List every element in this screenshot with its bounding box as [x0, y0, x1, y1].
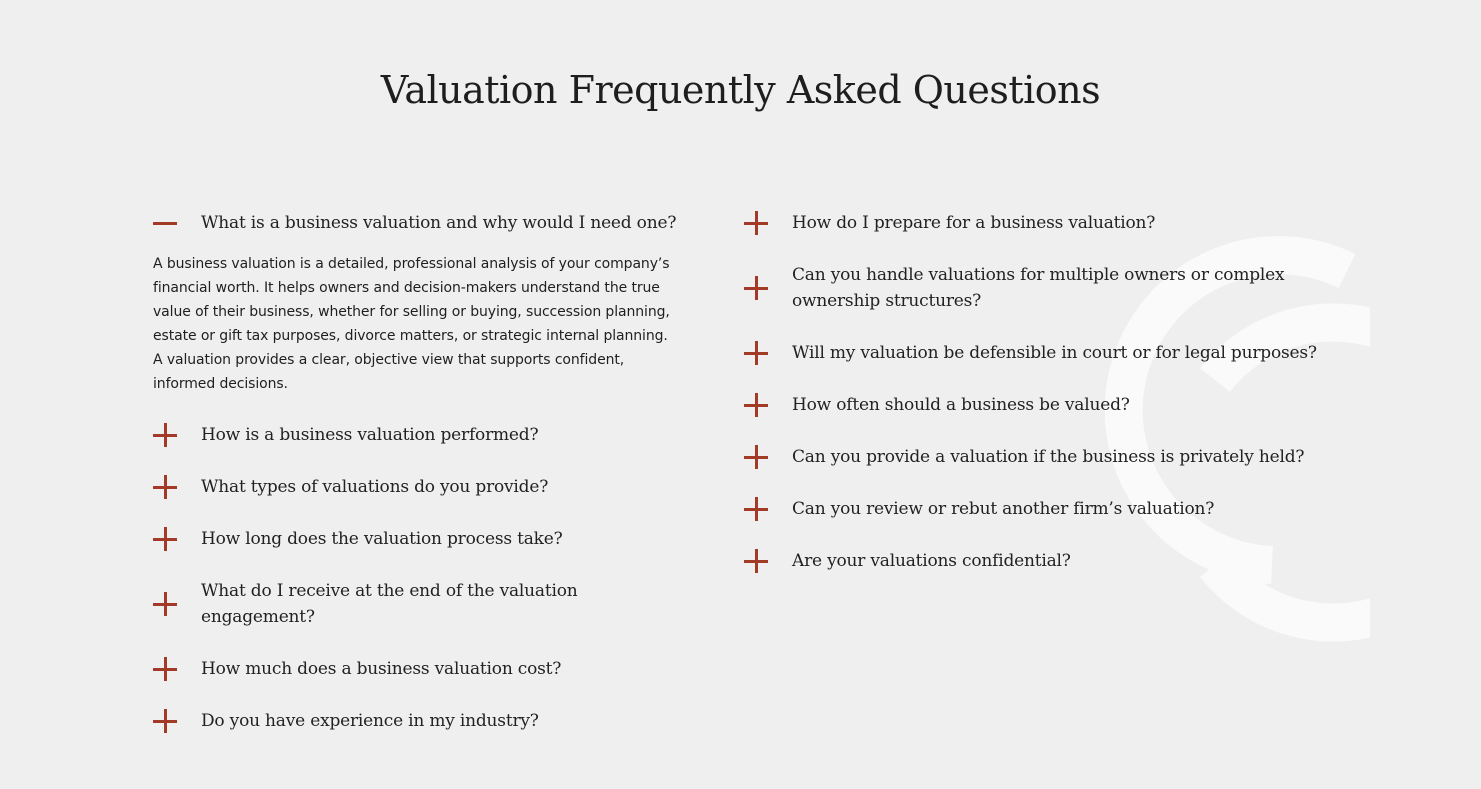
faq-toggle[interactable] [153, 656, 693, 682]
faq-toggle[interactable] [744, 444, 1344, 470]
plus-icon[interactable] [153, 709, 177, 733]
faq-question[interactable]: How long does the valuation process take? [201, 529, 563, 549]
plus-icon[interactable] [153, 657, 177, 681]
plus-icon[interactable] [744, 341, 768, 365]
plus-icon[interactable] [153, 475, 177, 499]
faq-toggle[interactable] [744, 392, 1344, 418]
plus-icon[interactable] [744, 497, 768, 521]
faq-toggle[interactable] [744, 210, 1344, 236]
faq-question[interactable]: Can you handle valuations for multiple owners or complex ownership structures? [792, 265, 1285, 311]
faq-toggle[interactable] [744, 496, 1344, 522]
faq-item-industry [153, 708, 693, 734]
faq-item-rebut [744, 496, 1344, 522]
plus-icon[interactable] [153, 423, 177, 447]
faq-item-types [153, 474, 693, 500]
faq-item-how-performed [153, 422, 693, 448]
faq-question[interactable]: Can you review or rebut another firm’s valuation? [792, 499, 1215, 519]
faq-question[interactable]: What do I receive at the end of the valuation engagement? [201, 581, 578, 627]
plus-icon[interactable] [153, 527, 177, 551]
plus-icon[interactable] [744, 445, 768, 469]
faq-question[interactable]: How much does a business valuation cost? [201, 659, 562, 679]
faq-item-deliverables [153, 578, 693, 630]
faq-toggle[interactable] [153, 422, 693, 448]
faq-question[interactable]: Are your valuations confidential? [792, 551, 1071, 571]
faq-toggle[interactable] [744, 340, 1344, 366]
faq-item-defensible [744, 340, 1344, 366]
faq-item-how-often [744, 392, 1344, 418]
faq-toggle[interactable] [153, 526, 693, 552]
faq-toggle[interactable] [744, 548, 1344, 574]
faq-toggle[interactable] [153, 708, 693, 734]
faq-answer: A business valuation is a detailed, professional analysis of your company’s financial worth. It helps owners and decision-makers understand the true value of their business, whether for selling or buying, succession planning, estate or gift tax purposes, divorce matters, or strategic internal planning. A valuation provides a clear, objective view that supports confident, informed decisions. [153, 256, 670, 392]
faq-question[interactable]: How do I prepare for a business valuation? [792, 213, 1156, 233]
faq-question[interactable]: What types of valuations do you provide? [201, 477, 549, 497]
faq-item-multiple-owners [744, 262, 1344, 314]
faq-question[interactable]: Do you have experience in my industry? [201, 711, 539, 731]
plus-icon[interactable] [153, 592, 177, 616]
faq-question[interactable]: Will my valuation be defensible in court or for legal purposes? [792, 343, 1317, 363]
faq-question[interactable]: Can you provide a valuation if the business is privately held? [792, 447, 1305, 467]
faq-question[interactable]: How is a business valuation performed? [201, 425, 539, 445]
faq-column-right [744, 210, 1344, 600]
faq-toggle[interactable] [744, 262, 1344, 314]
faq-item-prepare [744, 210, 1344, 236]
plus-icon[interactable] [744, 211, 768, 235]
plus-icon[interactable] [744, 549, 768, 573]
faq-toggle[interactable] [153, 210, 693, 236]
plus-icon[interactable] [744, 393, 768, 417]
page-title: Valuation Frequently Asked Questions [380, 68, 1101, 112]
faq-item-what-is-valuation [153, 210, 693, 396]
faq-question[interactable]: How often should a business be valued? [792, 395, 1130, 415]
faq-column-left [153, 210, 693, 760]
faq-item-how-long [153, 526, 693, 552]
faq-item-cost [153, 656, 693, 682]
faq-item-privately-held [744, 444, 1344, 470]
faq-toggle[interactable] [153, 578, 693, 630]
faq-question[interactable]: What is a business valuation and why would I need one? [201, 213, 677, 233]
faq-item-confidential [744, 548, 1344, 574]
minus-icon[interactable] [153, 211, 177, 235]
faq-toggle[interactable] [153, 474, 693, 500]
plus-icon[interactable] [744, 276, 768, 300]
